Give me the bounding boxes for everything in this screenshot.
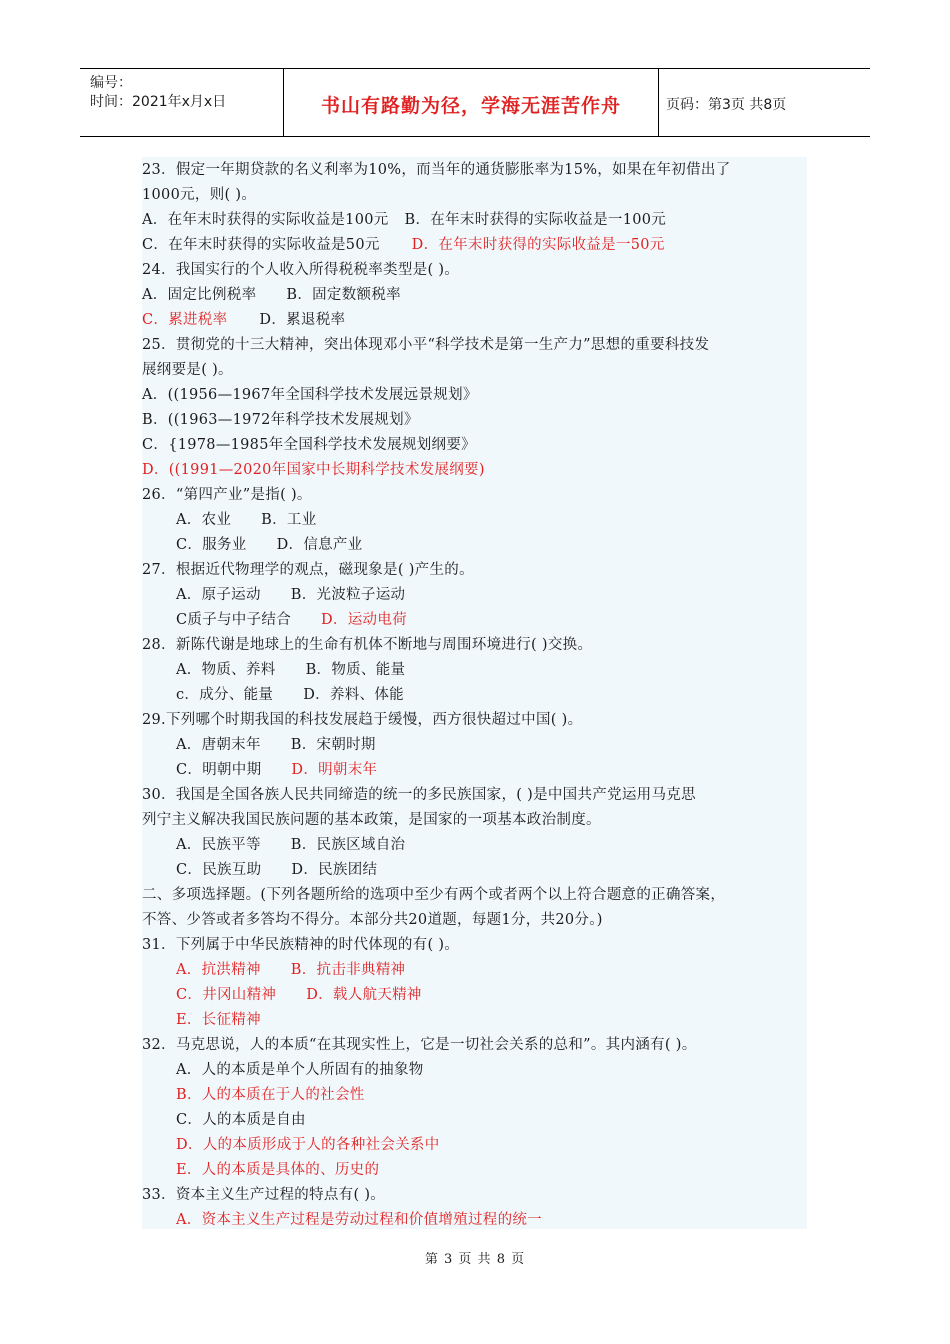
q27-option-c: C质子与中子结合 bbox=[176, 612, 291, 628]
q23-stem-line1: 23．假定一年期贷款的名义利率为10%，而当年的通货膨胀率为15%，如果在年初借出了 bbox=[142, 162, 731, 178]
page-header bbox=[80, 68, 870, 137]
q24-option-d: D．累退税率 bbox=[259, 312, 346, 328]
q27-options-ab bbox=[176, 583, 405, 607]
q29-options-cd bbox=[176, 758, 377, 782]
q29-option-a: A．唐朝末年 bbox=[176, 737, 261, 753]
q25-option-a: A．((1956—1967年全国科学技术发展远景规划》 bbox=[142, 387, 478, 403]
section2-instructions-line1: 二、多项选择题。(下列各题所给的选项中至少有两个或者两个以上符合题意的正确答案， bbox=[142, 887, 726, 903]
q27-options-cd bbox=[176, 608, 407, 632]
q23-option-a: A．在年末时获得的实际收益是100元 bbox=[142, 212, 389, 228]
q30-option-c: C．民族互助 bbox=[176, 862, 262, 878]
page-footer: 第 3 页 共 8 页 bbox=[424, 1252, 526, 1267]
serial-number-label: 编号： bbox=[90, 75, 132, 91]
q27-stem: 27．根据近代物理学的观点，磁现象是( )产生的。 bbox=[142, 562, 474, 578]
header-page-number: 页码：第3页 共8页 bbox=[666, 97, 787, 113]
q32-stem: 32．马克思说，人的本质“在其现实性上，它是一切社会关系的总和”。其内涵有( )。 bbox=[142, 1037, 697, 1053]
q30-stem-line1: 30．我国是全国各族人民共同缔造的统一的多民族国家，( )是中国共产党运用马克思 bbox=[142, 787, 696, 803]
motto-text: 书山有路勤为径，学海无涯苦作舟 bbox=[320, 95, 621, 117]
q31-option-b-answer: B．抗击非典精神 bbox=[290, 962, 406, 978]
q30-options-cd bbox=[176, 858, 377, 882]
q33-option-a-answer: A．资本主义生产过程是劳动过程和价值增殖过程的统一 bbox=[176, 1212, 542, 1228]
q25-stem-line1: 25．贯彻党的十三大精神，突出体现邓小平“科学技术是第一生产力”思想的重要科技发 bbox=[142, 337, 710, 353]
q25-stem-line2: 展纲要是( )。 bbox=[142, 362, 233, 378]
q23-stem-line2: 1000元，则( )。 bbox=[142, 187, 257, 203]
q24-option-a: A．固定比例税率 bbox=[142, 287, 257, 303]
q31-option-d-answer: D．载人航天精神 bbox=[306, 987, 422, 1003]
q26-stem: 26．“第四产业”是指( )。 bbox=[142, 487, 312, 503]
q23-options-cd bbox=[142, 233, 665, 257]
q33-stem: 33．资本主义生产过程的特点有( )。 bbox=[142, 1187, 386, 1203]
header-meta-cell bbox=[80, 69, 284, 136]
q30-stem-line2: 列宁主义解决我国民族问题的基本政策，是国家的一项基本政治制度。 bbox=[142, 812, 601, 828]
q29-option-b: B．宋朝时期 bbox=[290, 737, 376, 753]
section2-instructions-line2: 不答、少答或者多答均不得分。本部分共20道题，每题1分，共20分。) bbox=[142, 912, 603, 928]
q26-options-ab bbox=[176, 508, 317, 532]
q23-option-b: B．在年末时获得的实际收益是一100元 bbox=[404, 212, 667, 228]
q24-option-c-answer: C．累进税率 bbox=[142, 312, 228, 328]
q27-option-a: A．原子运动 bbox=[176, 587, 261, 603]
q31-option-e-answer: E．长征精神 bbox=[176, 1012, 261, 1028]
q29-options-ab bbox=[176, 733, 376, 757]
q32-option-a: A．人的本质是单个人所固有的抽象物 bbox=[176, 1062, 424, 1078]
q31-options-cd bbox=[176, 983, 422, 1007]
q26-options-cd bbox=[176, 533, 363, 557]
q26-option-a: A．农业 bbox=[176, 512, 232, 528]
date-label: 时间：2021年x月x日 bbox=[90, 94, 227, 110]
q30-options-ab bbox=[176, 833, 405, 857]
q31-option-c-answer: C．井冈山精神 bbox=[176, 987, 277, 1003]
q28-stem: 28．新陈代谢是地球上的生命有机体不断地与周围环境进行( )交换。 bbox=[142, 637, 593, 653]
q29-option-c: C．明朝中期 bbox=[176, 762, 262, 778]
q26-option-b: B．工业 bbox=[261, 512, 317, 528]
q26-option-c: C．服务业 bbox=[176, 537, 247, 553]
q27-option-d-answer: D．运动电荷 bbox=[321, 612, 407, 628]
q25-option-c: C．{1978—1985年全国科学技术发展规划纲要》 bbox=[142, 437, 476, 453]
q28-options-ab bbox=[176, 658, 405, 682]
q30-option-d: D．民族团结 bbox=[291, 862, 378, 878]
q28-option-c: c．成分、能量 bbox=[176, 687, 274, 703]
q32-option-b-answer: B．人的本质在于人的社会性 bbox=[176, 1087, 365, 1103]
q24-stem: 24．我国实行的个人收入所得税税率类型是( )。 bbox=[142, 262, 460, 278]
q27-option-b: B．光波粒子运动 bbox=[290, 587, 406, 603]
q25-option-b: B．((1963—1972年科学技术发展规划》 bbox=[142, 412, 419, 428]
q31-options-ab bbox=[176, 958, 405, 982]
header-page-cell bbox=[659, 69, 870, 136]
q29-option-d-answer: D．明朝末年 bbox=[291, 762, 378, 778]
q30-option-b: B．民族区域自治 bbox=[290, 837, 406, 853]
q26-option-d: D．信息产业 bbox=[276, 537, 363, 553]
q32-option-d-answer: D．人的本质形成于人的各种社会关系中 bbox=[176, 1137, 440, 1153]
header-motto-cell bbox=[284, 69, 659, 136]
q29-stem: 29.下列哪个时期我国的科技发展趋于缓慢，西方很快超过中国( )。 bbox=[142, 712, 583, 728]
q31-stem: 31．下列属于中华民族精神的时代体现的有( )。 bbox=[142, 937, 460, 953]
q30-option-a: A．民族平等 bbox=[176, 837, 261, 853]
q24-option-b: B．固定数额税率 bbox=[286, 287, 401, 303]
q28-option-b: B．物质、能量 bbox=[305, 662, 406, 678]
q24-options-ab bbox=[142, 283, 401, 307]
q32-option-c: C．人的本质是自由 bbox=[176, 1112, 306, 1128]
q32-option-e-answer: E．人的本质是具体的、历史的 bbox=[176, 1162, 380, 1178]
q28-options-cd bbox=[176, 683, 404, 707]
q25-option-d-answer: D．((1991—2020年国家中长期科学技术发展纲要) bbox=[142, 462, 485, 478]
q24-options-cd bbox=[142, 308, 345, 332]
q28-option-a: A．物质、养料 bbox=[176, 662, 276, 678]
q31-option-a-answer: A．抗洪精神 bbox=[176, 962, 261, 978]
q23-option-d-answer: D．在年末时获得的实际收益是一50元 bbox=[411, 237, 665, 253]
q23-options-ab bbox=[142, 208, 666, 232]
q23-option-c: C．在年末时获得的实际收益是50元 bbox=[142, 237, 380, 253]
q28-option-d: D．养料、体能 bbox=[303, 687, 404, 703]
